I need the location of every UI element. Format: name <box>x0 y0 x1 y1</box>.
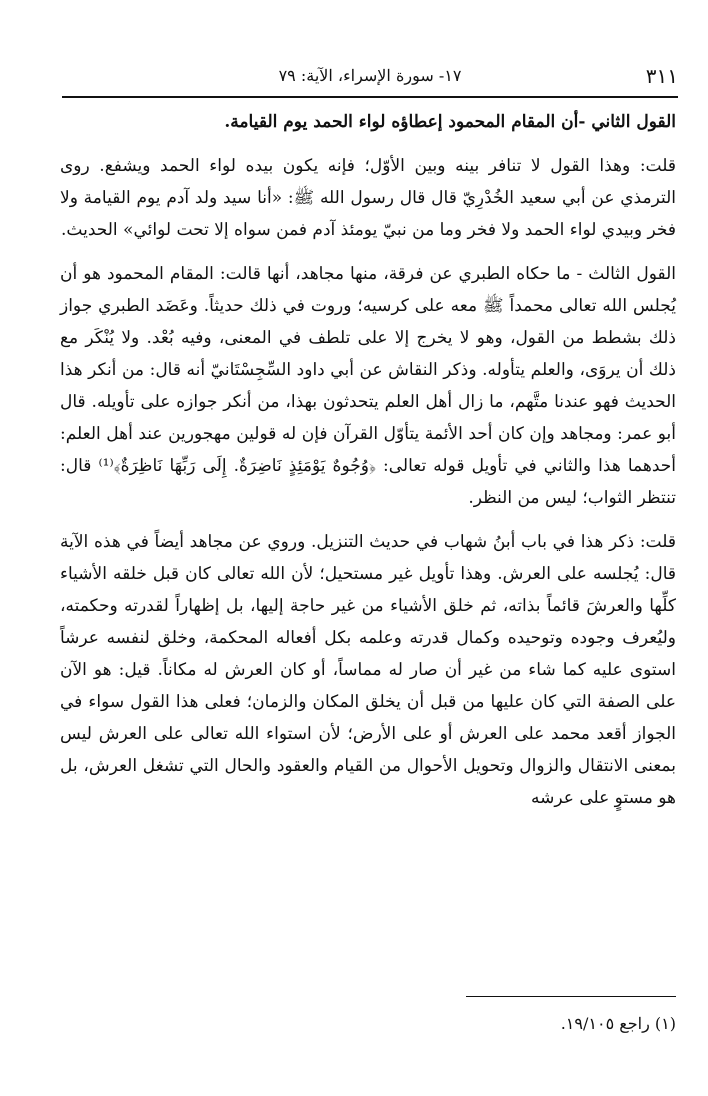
footnote: (١) راجع ١٩/١٠٥. <box>560 1014 676 1033</box>
paragraph-1: القول الثاني -أن المقام المحمود إعطاؤه لواء الحمد يوم القيامة. <box>224 112 676 132</box>
running-title: ١٧- سورة الإسراء، الآية: ٧٩ <box>278 66 462 85</box>
page-number: ٣١١ <box>645 64 678 88</box>
paragraph-4: قلت: ذكر هذا في باب أبنُ شهاب في حديث التنزيل. وروي عن مجاهد أيضاً في هذه الآية قال: يُجلسه على العرش. وهذا تأويل غير مستحيل؛ لأن الله تعالى كان قبل خلقه الأشياء كلِّها والعرشَ قائماً بذاته، ثم خلق الأشياء من غير حاجة إليها، بل إظهاراً لقدرته وحكمته، وليُعرف وجوده وتوحيده وكمال قدرته وعلمه بكل أفعاله المحكمة، وخلق لنفسه عرشاً استوى عليه كما شاء من غير أن صار له مماساً، أو كان العرش له مكاناً. قيل: هو الآن على الصفة التي كان عليها من قبل أن يخلق المكان والزمان؛ فعلى هذا القول سواء في الجواز أقعد محمد على العرش أو على الأرض؛ لأن استواء الله تعالى على العرش ليس بمعنى الانتقال والزوال وتحويل الأحوال من القيام والعقود والحال التي تشغل العرش، بل هو مستوٍ على عرشه <box>60 532 676 808</box>
header-divider <box>62 96 678 98</box>
footnote-divider <box>466 996 676 997</box>
page-header <box>62 64 678 100</box>
page-body <box>60 106 676 814</box>
paragraph-2: قلت: وهذا القول لا تنافر بينه وبين الأوّل؛ فإنه يكون بيده لواء الحمد ويشفع. روى الترمذي عن أبي سعيد الخُدْرِيّ قال قال رسول الله ﷺ: «أنا سيد ولد آدم يوم القيامة ولا فخر وبيدي لواء الحمد ولا فخر وما من نبيّ يومئذ آدم فمن سواه إلا تحت لوائي» الحديث. <box>60 156 676 240</box>
paragraph-3: القول الثالث - ما حكاه الطبري عن فرقة، منها مجاهد، أنها قالت: المقام المحمود هو أن يُجلس الله تعالى محمداً ﷺ معه على كرسيه؛ وروت في ذلك حديثاً. وعَضَد الطبري جواز ذلك بشطط من القول، وهو لا يخرج إلا على تلطف في المعنى، وفيه بُعْد. ولا يُنْكَر مع ذلك أن يروَى، والعلم يتأوله. وذكر النقاش عن أبي داود السِّجِسْتَانيّ أنه قال: من أنكر هذا الحديث فهو عندنا متَّهم، ما زال أهل العلم يتحدثون بهذا، من أنكر جوازه على تأويله. قال أبو عمر: ومجاهد وإن كان أحد الأئمة يتأوّل القرآن فإن له قولين مهجورين عند أهل العلم: أحدهما هذا والثاني في تأويل قوله تعالى: ﴿وُجُوهٌ يَوْمَئِذٍ نَاضِرَةٌ. إِلَى رَبِّهَا نَاظِرَةٌ﴾⁽¹⁾ قال: تنتظر الثواب؛ ليس من النظر. <box>60 264 676 508</box>
